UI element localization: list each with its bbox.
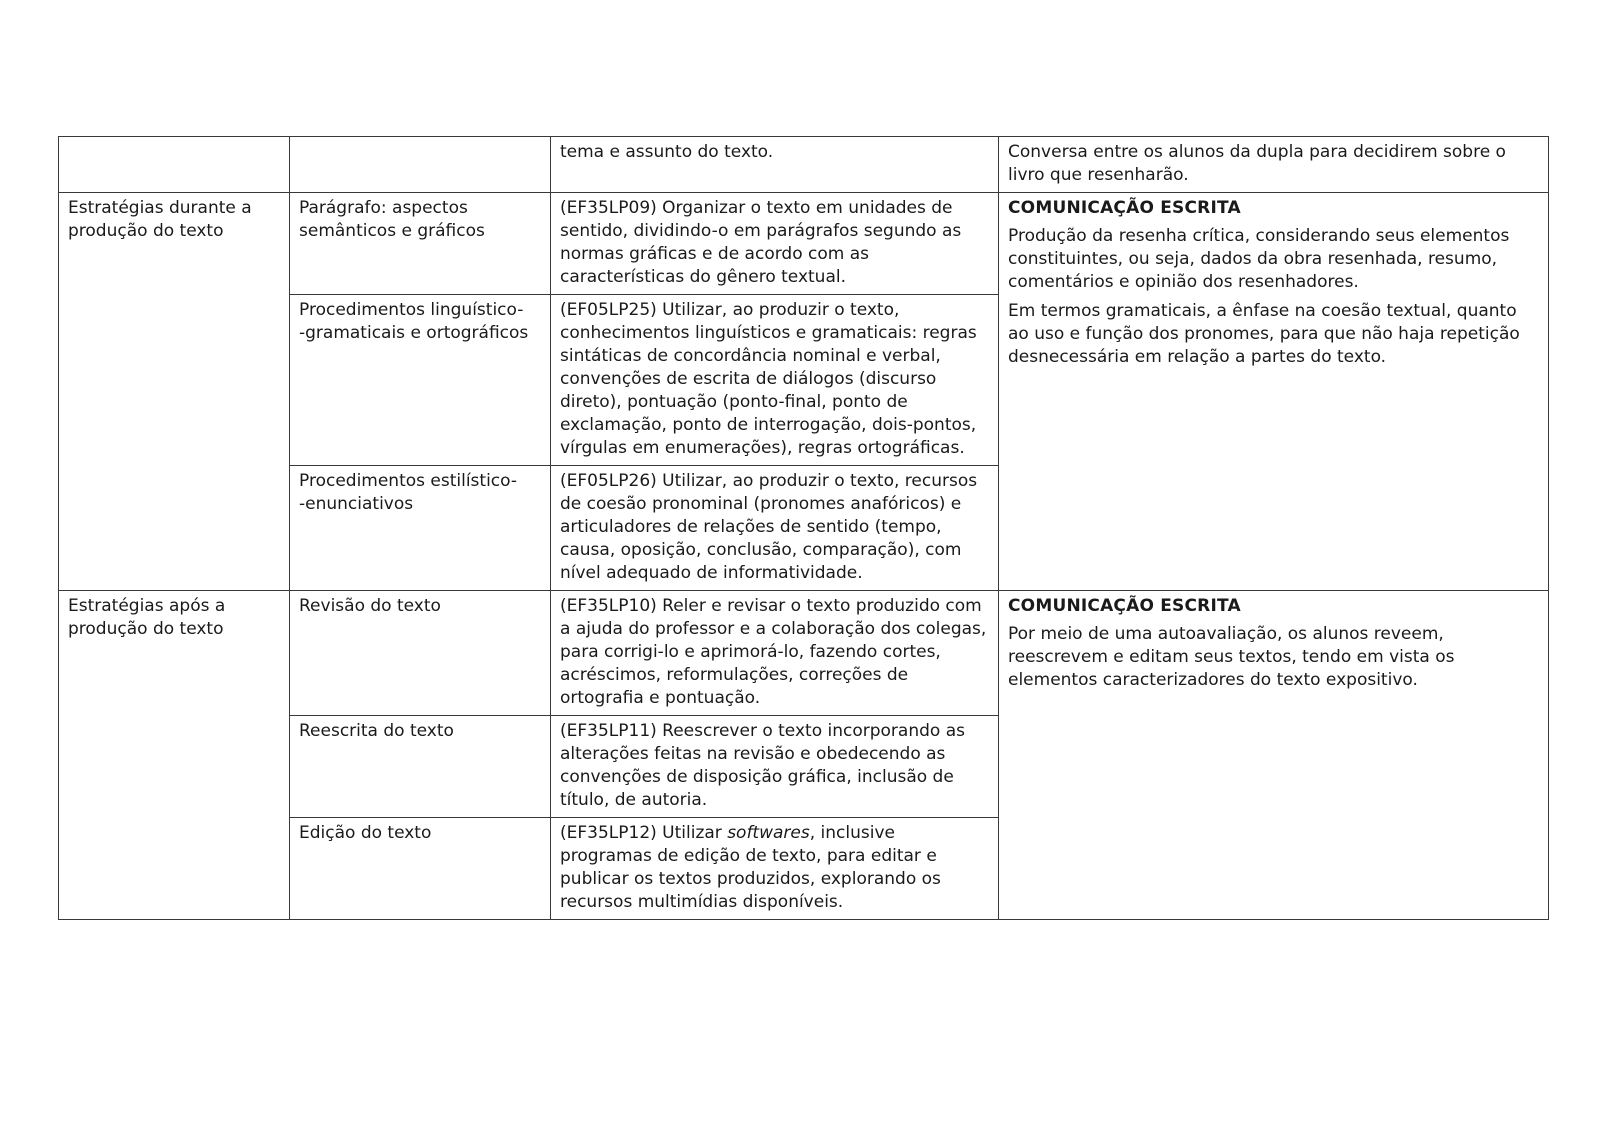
activity-cell: Conversa entre os alunos da dupla para decidirem sobre o livro que resenharão.	[999, 137, 1549, 193]
skill-text: (EF35LP12) Utilizar	[560, 823, 728, 843]
activity-paragraph: Por meio de uma autoavaliação, os alunos reveem, reescrevem e editam seus textos, tendo em vista os elementos caracterizadores do texto expositivo.	[1008, 624, 1455, 690]
topic-cell: Revisão do texto	[290, 591, 551, 716]
skill-cell: (EF35LP11) Reescrever o texto incorporando as alterações feitas na revisão e obedecendo as convenções de disposição gráfica, inclusão de título, de autoria.	[551, 716, 999, 818]
table-row	[59, 591, 1549, 716]
topic-cell	[290, 466, 551, 591]
activity-heading: COMUNICAÇÃO ESCRITA	[1008, 596, 1241, 616]
topic-cell: Parágrafo: aspectos semânticos e gráficos	[290, 193, 551, 295]
skill-cell: tema e assunto do texto.	[551, 137, 999, 193]
activity-heading: COMUNICAÇÃO ESCRITA	[1008, 198, 1241, 218]
table-row-continuation	[59, 137, 1549, 193]
table-row	[59, 193, 1549, 295]
skill-cell: (EF35LP09) Organizar o texto em unidades de sentido, dividindo-o em parágrafos segundo as normas gráficas e de acordo com as características do gênero textual.	[551, 193, 999, 295]
document-page	[58, 136, 1548, 920]
skill-text: , inclusive programas de edição de texto, para editar e publicar os textos produzidos, explorando os recursos multimídias disponíveis.	[560, 823, 941, 912]
skill-cell: (EF05LP25) Utilizar, ao produzir o texto, conhecimentos linguísticos e gramaticais: regras sintáticas de concordância nominal e verbal, convenções de escrita de diálogos (discurso direto), pontuação (ponto-final, ponto de exclamação, ponto de interrogação, dois-pontos, vírgulas em enumerações), regras ortográficas.	[551, 295, 999, 466]
strategy-cell-durante: Estratégias durante a produção do texto	[59, 193, 290, 591]
skill-cell	[551, 818, 999, 920]
topic-cell: Reescrita do texto	[290, 716, 551, 818]
activity-paragraph: Em termos gramaticais, a ênfase na coesão textual, quanto ao uso e função dos pronomes, para que não haja repetição desnecessária em relação a partes do texto.	[1008, 301, 1520, 367]
strategy-cell-empty	[59, 137, 290, 193]
topic-line: -enunciativos	[299, 494, 414, 514]
topic-line: Procedimentos linguístico-	[299, 300, 524, 320]
topic-cell-empty	[290, 137, 551, 193]
skill-cell: (EF05LP26) Utilizar, ao produzir o texto, recursos de coesão pronominal (pronomes anafóricos) e articuladores de relações de sentido (tempo, causa, oposição, conclusão, comparação), com nível adequado de informatividade.	[551, 466, 999, 591]
strategy-cell-apos: Estratégias após a produção do texto	[59, 591, 290, 920]
topic-cell	[290, 295, 551, 466]
curriculum-table	[58, 136, 1549, 920]
skill-text-italic: softwares	[727, 823, 810, 843]
activity-cell-durante	[999, 193, 1549, 591]
activity-paragraph: Produção da resenha crítica, considerando seus elementos constituintes, ou seja, dados da obra resenhada, resumo, comentários e opinião dos resenhadores.	[1008, 226, 1510, 292]
topic-cell: Edição do texto	[290, 818, 551, 920]
skill-cell: (EF35LP10) Reler e revisar o texto produzido com a ajuda do professor e a colaboração dos colegas, para corrigi-lo e aprimorá-lo, fazendo cortes, acréscimos, reformulações, correções de ortografia e pontuação.	[551, 591, 999, 716]
topic-line: -gramaticais e ortográficos	[299, 323, 529, 343]
activity-cell-apos	[999, 591, 1549, 920]
topic-line: Procedimentos estilístico-	[299, 471, 518, 491]
